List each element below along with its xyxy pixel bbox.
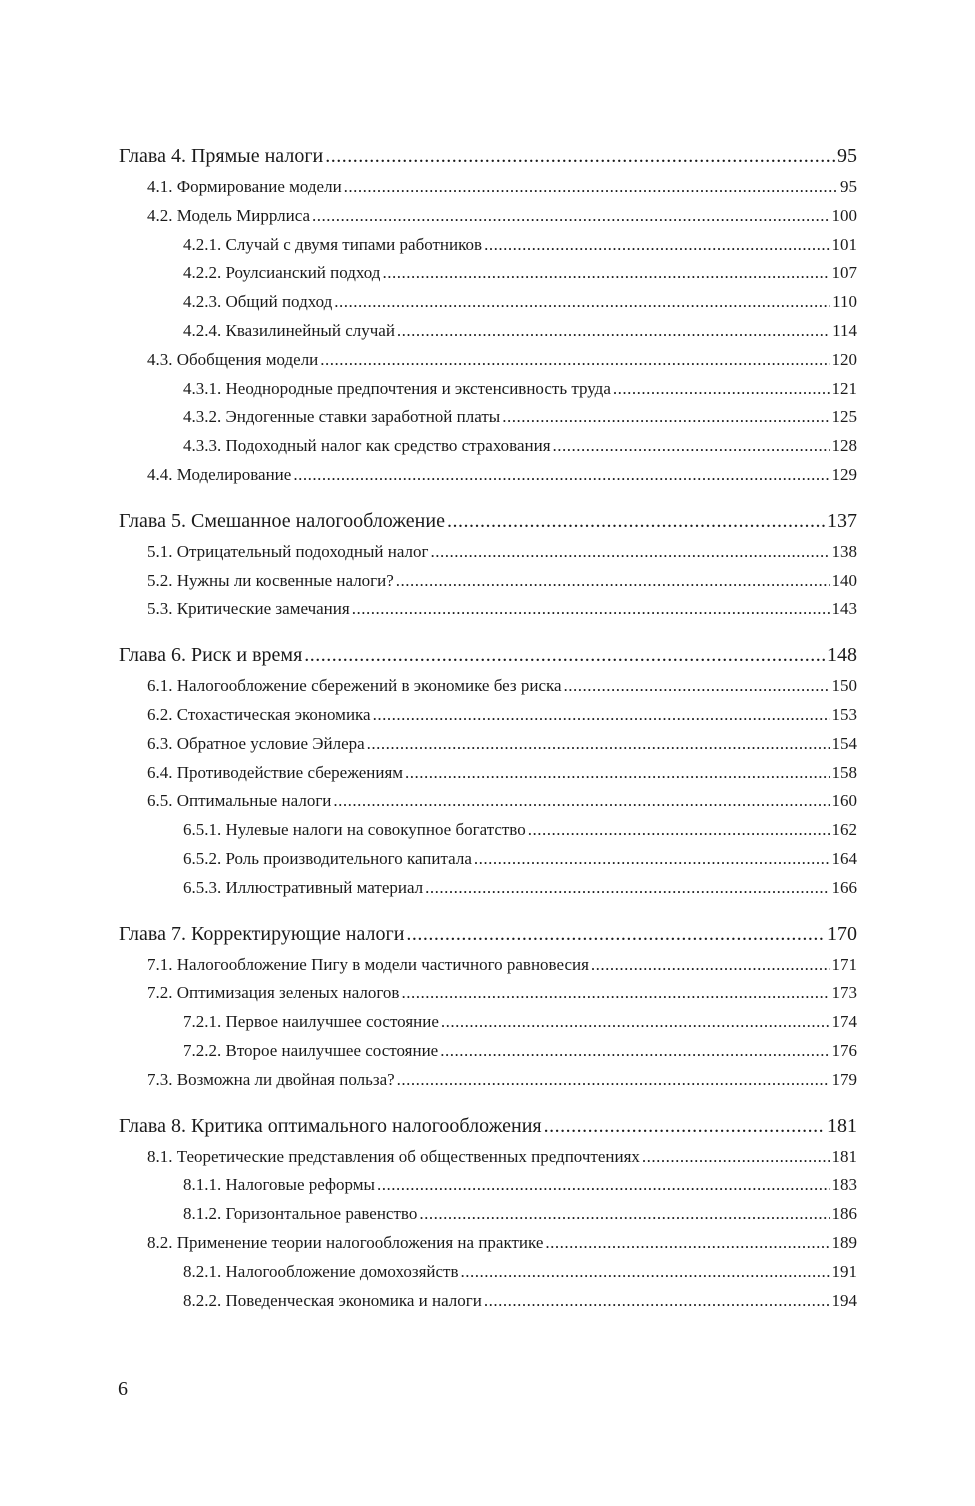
toc-entry-page: 148 <box>827 644 857 667</box>
chapter-block <box>119 504 857 624</box>
toc-entry-title: 6.5.1. Нулевые налоги на совокупное богатство <box>183 820 526 840</box>
dot-leader <box>528 816 830 845</box>
toc-entry-page: 150 <box>831 676 857 696</box>
dot-leader <box>312 202 829 231</box>
toc-entry-page: 129 <box>831 464 857 484</box>
chapter-block <box>119 638 857 902</box>
dot-leader <box>484 231 829 260</box>
toc-entry-page: 100 <box>831 205 857 225</box>
toc-entry-page: 154 <box>831 733 857 753</box>
toc-entry-title: 4.2. Модель Миррлиса <box>147 205 311 225</box>
subsection-entry[interactable] <box>119 1037 857 1066</box>
toc-entry-title: 4.2.1. Случай с двумя типами работников <box>183 234 483 254</box>
toc-entry-title: 8.1.1. Налоговые реформы <box>183 1175 375 1195</box>
toc-entry-page: 140 <box>831 570 857 590</box>
toc-entry-page: 95 <box>837 145 857 167</box>
subsection-entry[interactable] <box>119 403 857 432</box>
dot-leader <box>367 730 830 759</box>
toc-entry-page: 137 <box>827 509 857 532</box>
toc-entry-page: 153 <box>831 704 857 724</box>
toc-entry-title: 6.1. Налогообложение сбережений в экономике без риска <box>147 676 562 696</box>
toc-entry-title: 4.1. Формирование модели <box>147 177 342 196</box>
toc-entry-title: Глава 8. Критика оптимального налогообложения <box>119 1114 542 1137</box>
toc-entry-page: 143 <box>831 599 857 619</box>
toc-entry-title: Глава 4. Прямые налоги <box>119 145 324 167</box>
subsection-entry[interactable] <box>119 317 857 346</box>
toc-entry-title: 7.2.1. Первое наилучшее состояние <box>183 1012 439 1032</box>
toc-entry-page: 95 <box>840 177 857 196</box>
dot-leader <box>344 173 838 202</box>
dot-leader <box>325 139 835 173</box>
toc-entry-page: 181 <box>831 1146 857 1166</box>
toc-entry-title: 7.3. Возможна ли двойная польза? <box>147 1069 395 1089</box>
toc-entry-page: 171 <box>831 954 857 974</box>
subsection-entry[interactable] <box>119 231 857 260</box>
subsection-entry[interactable] <box>119 1171 857 1200</box>
toc-entry-page: 101 <box>831 234 857 254</box>
dot-leader <box>553 432 830 461</box>
dot-leader <box>484 1287 830 1316</box>
page-number: 6 <box>118 1378 128 1400</box>
toc-entry-title: 6.5. Оптимальные налоги <box>147 791 332 811</box>
section-entry[interactable] <box>119 1066 857 1095</box>
toc-entry-page: 183 <box>831 1175 857 1195</box>
toc-entry-title: 8.2.1. Налогообложение домохозяйств <box>183 1261 459 1281</box>
dot-leader <box>293 461 829 490</box>
toc-entry-page: 164 <box>831 848 857 868</box>
toc-entry-title: 7.2.2. Второе наилучшее состояние <box>183 1040 439 1060</box>
toc-entry-title: 6.5.3. Иллюстративный материал <box>183 877 424 897</box>
toc-entry-title: 4.2.4. Квазилинейный случай <box>183 320 395 340</box>
dot-leader <box>333 787 829 816</box>
toc-entry-title: 5.3. Критические замечания <box>147 599 350 619</box>
toc-entry-title: 5.2. Нужны ли косвенные налоги? <box>147 570 394 590</box>
toc-entry-page: 170 <box>827 922 857 945</box>
toc-entry-page: 158 <box>831 762 857 782</box>
toc-entry-title: 7.2. Оптимизация зеленых налогов <box>147 983 400 1003</box>
dot-leader <box>397 317 830 346</box>
toc-entry-title: 8.2.2. Поведенческая экономика и налоги <box>183 1290 482 1310</box>
toc-entry-title: 8.2. Применение теории налогообложения на практике <box>147 1232 544 1252</box>
section-entry[interactable] <box>119 1143 857 1172</box>
toc-entry-page: 181 <box>827 1114 857 1137</box>
subsection-entry[interactable] <box>119 375 857 404</box>
toc-entry-page: 179 <box>831 1069 857 1089</box>
dot-leader <box>406 917 825 951</box>
section-entry[interactable] <box>119 202 857 231</box>
dot-leader <box>419 1200 829 1229</box>
toc-entry-title: 4.2.2. Роулсианский подход <box>183 263 381 283</box>
dot-leader <box>396 567 830 596</box>
section-entry[interactable] <box>119 595 857 624</box>
toc-entry-title: Глава 5. Смешанное налогообложение <box>119 509 445 532</box>
subsection-entry[interactable] <box>119 288 857 317</box>
toc-entry-title: 5.1. Отрицательный подоходный налог <box>147 541 429 561</box>
dot-leader <box>564 672 830 701</box>
dot-leader <box>373 701 830 730</box>
dot-leader <box>377 1171 830 1200</box>
subsection-entry[interactable] <box>119 1287 857 1316</box>
dot-leader <box>352 595 830 624</box>
dot-leader <box>545 1229 829 1258</box>
subsection-entry[interactable] <box>119 816 857 845</box>
dot-leader <box>431 538 830 567</box>
section-entry[interactable] <box>119 672 857 701</box>
toc-entry-title: 6.3. Обратное условие Эйлера <box>147 733 365 753</box>
dot-leader <box>461 1258 830 1287</box>
toc-entry-title: 4.3.3. Подоходный налог как средство страхования <box>183 436 551 456</box>
chapter-block <box>119 1109 857 1316</box>
section-entry[interactable] <box>119 787 857 816</box>
toc-entry-page: 194 <box>831 1290 857 1310</box>
toc-entry-title: 4.2.3. Общий подход <box>183 292 333 312</box>
chapter-heading[interactable] <box>119 917 857 951</box>
section-entry[interactable] <box>119 701 857 730</box>
subsection-entry[interactable] <box>119 432 857 461</box>
toc-entry-title: 4.3. Обобщения модели <box>147 349 319 369</box>
toc-entry-page: 160 <box>831 791 857 811</box>
section-entry[interactable] <box>119 173 857 202</box>
dot-leader <box>447 504 825 538</box>
toc-entry-page: 121 <box>831 378 857 398</box>
toc-entry-page: 176 <box>831 1040 857 1060</box>
subsection-entry[interactable] <box>119 1200 857 1229</box>
toc-entry-page: 125 <box>831 407 857 427</box>
toc-entry-title: 6.4. Противодействие сбережениям <box>147 762 404 782</box>
chapter-block <box>119 139 857 490</box>
toc-entry-page: 128 <box>831 436 857 456</box>
toc-entry-title: 4.4. Моделирование <box>147 464 292 484</box>
chapter-block <box>119 917 857 1095</box>
section-entry[interactable] <box>119 567 857 596</box>
dot-leader <box>544 1109 825 1143</box>
dot-leader <box>591 951 830 980</box>
dot-leader <box>405 759 829 788</box>
section-entry[interactable] <box>119 538 857 567</box>
section-entry[interactable] <box>119 461 857 490</box>
toc-entry-title: 8.1.2. Горизонтальное равенство <box>183 1204 418 1224</box>
toc-entry-title: 4.3.2. Эндогенные ставки заработной платы <box>183 407 501 427</box>
dot-leader <box>440 1037 829 1066</box>
toc-entry-page: 114 <box>832 320 857 340</box>
toc-entry-page: 110 <box>832 292 857 312</box>
toc-entry-page: 189 <box>831 1232 857 1252</box>
dot-leader <box>304 638 825 672</box>
toc-entry-title: Глава 7. Корректирующие налоги <box>119 922 405 945</box>
dot-leader <box>425 874 829 903</box>
toc-entry-page: 107 <box>831 263 857 283</box>
table-of-contents <box>119 139 857 1329</box>
dot-leader <box>320 346 829 375</box>
section-entry[interactable] <box>119 979 857 1008</box>
toc-entry-title: 8.1. Теоретические представления об общественных предпочтениях <box>147 1146 640 1166</box>
toc-entry-title: 4.3.1. Неоднородные предпочтения и экстенсивность труда <box>183 378 611 398</box>
section-entry[interactable] <box>119 1229 857 1258</box>
toc-entry-page: 173 <box>831 983 857 1003</box>
dot-leader <box>474 845 830 874</box>
toc-entry-title: 6.2. Стохастическая экономика <box>147 704 371 724</box>
dot-leader <box>401 979 829 1008</box>
dot-leader <box>334 288 830 317</box>
section-entry[interactable] <box>119 346 857 375</box>
dot-leader <box>441 1008 830 1037</box>
section-entry[interactable] <box>119 730 857 759</box>
subsection-entry[interactable] <box>119 1008 857 1037</box>
toc-entry-title: 6.5.2. Роль производительного капитала <box>183 848 472 868</box>
toc-entry-page: 162 <box>831 820 857 840</box>
chapter-heading[interactable] <box>119 1109 857 1143</box>
toc-entry-title: Глава 6. Риск и время <box>119 644 303 667</box>
toc-entry-title: 7.1. Налогообложение Пигу в модели частичного равновесия <box>147 954 589 974</box>
chapter-heading[interactable] <box>119 139 857 173</box>
chapter-heading[interactable] <box>119 504 857 538</box>
section-entry[interactable] <box>119 759 857 788</box>
toc-entry-page: 138 <box>831 541 857 561</box>
toc-entry-page: 174 <box>831 1012 857 1032</box>
section-entry[interactable] <box>119 951 857 980</box>
subsection-entry[interactable] <box>119 1258 857 1287</box>
toc-entry-page: 166 <box>831 877 857 897</box>
subsection-entry[interactable] <box>119 259 857 288</box>
toc-entry-page: 120 <box>831 349 857 369</box>
chapter-heading[interactable] <box>119 638 857 672</box>
dot-leader <box>382 259 829 288</box>
toc-entry-page: 191 <box>831 1261 857 1281</box>
subsection-entry[interactable] <box>119 874 857 903</box>
dot-leader <box>397 1066 830 1095</box>
toc-entry-page: 186 <box>831 1204 857 1224</box>
dot-leader <box>642 1143 830 1172</box>
dot-leader <box>613 375 830 404</box>
dot-leader <box>502 403 829 432</box>
subsection-entry[interactable] <box>119 845 857 874</box>
